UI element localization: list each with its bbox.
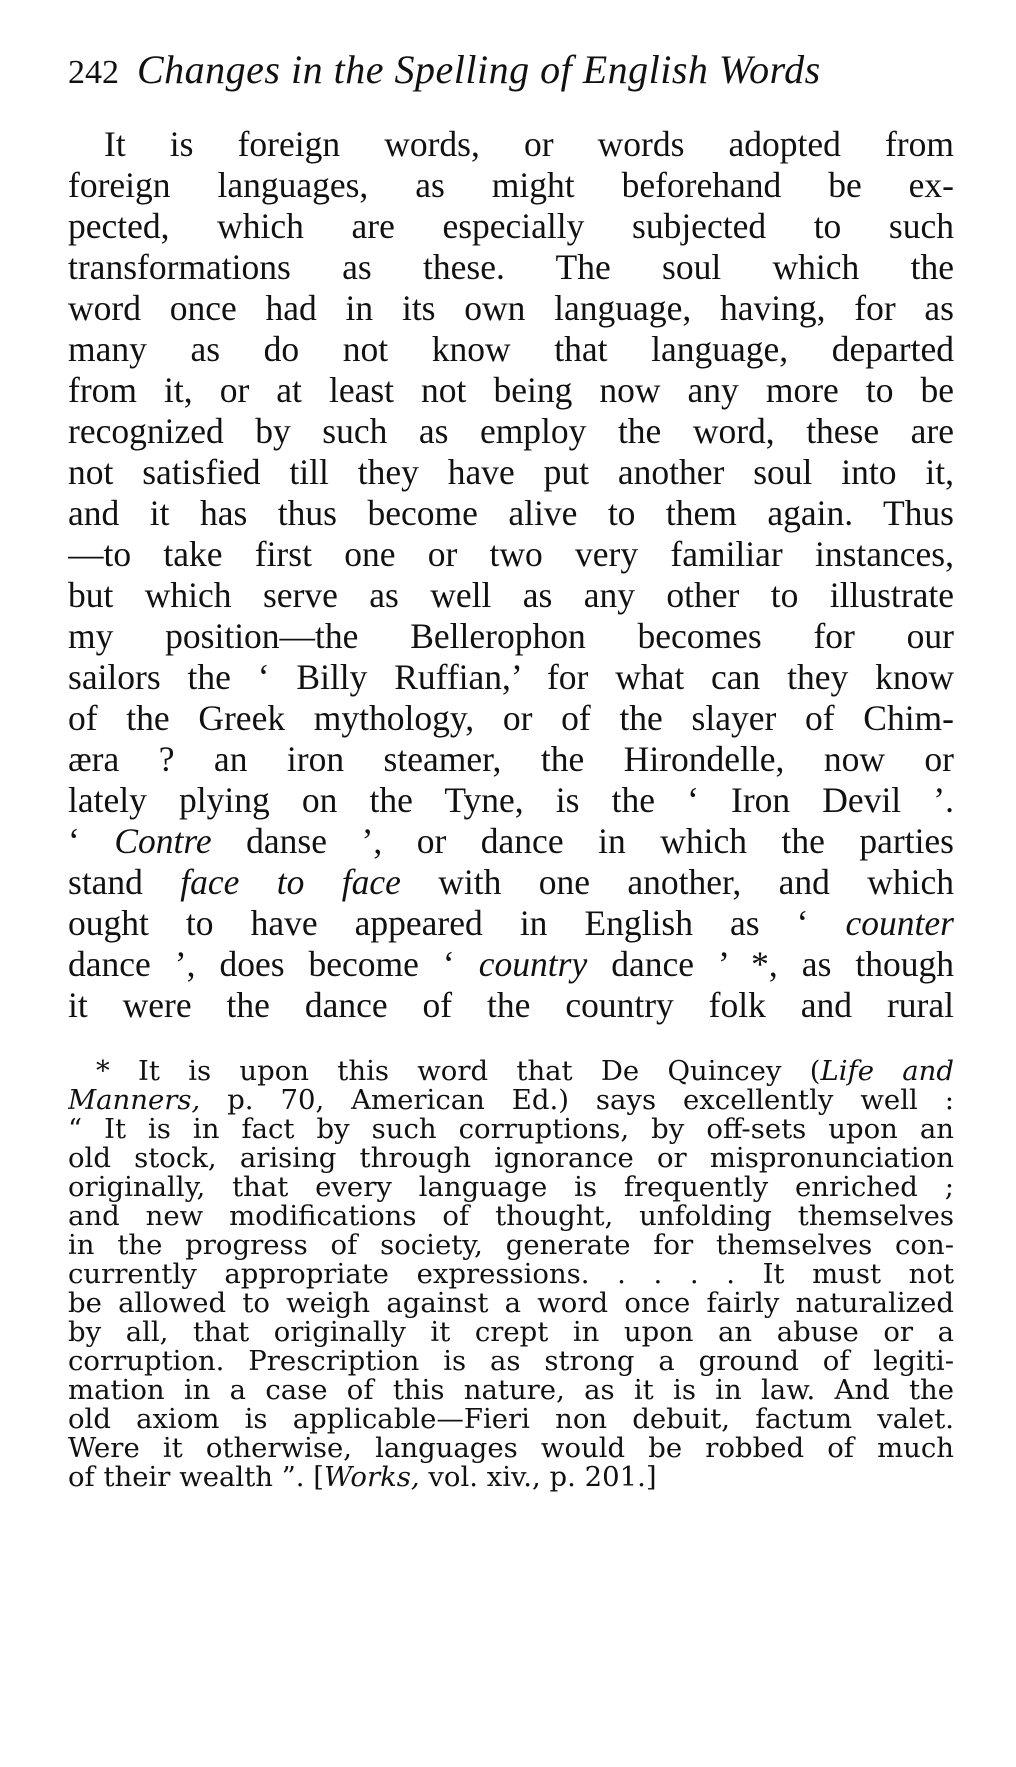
line-text: p. 70, American Ed.) says excellently well : [200, 1086, 954, 1115]
body-line: æra ? an iron steamer, the Hirondelle, now or [68, 739, 954, 779]
line-text: of their wealth ”. [ [68, 1463, 324, 1492]
footnote [68, 1057, 954, 1492]
body-line: transformations as these. The soul which the [68, 247, 954, 287]
body-line: It is foreign words, or words adopted from [104, 124, 954, 164]
line-text: ought to have appeared in English as ‘ [68, 903, 846, 943]
running-title: Changes in the Spelling of English Words [137, 47, 821, 92]
footnote-line: Were it otherwise, languages would be robbed of much [68, 1434, 954, 1463]
open-quote: ‘ [68, 821, 115, 861]
italic-title: Life and [820, 1057, 954, 1086]
footnote-line [68, 1463, 954, 1492]
footnote-line: and new modifications of thought, unfolding themselves [68, 1202, 954, 1231]
footnote-line: mation in a case of this nature, as it is in law. And the [68, 1376, 954, 1405]
body-line: sailors the ‘ Billy Ruffian,’ for what can they know [68, 657, 954, 697]
italic-title: Manners, [68, 1086, 201, 1115]
body-line: it were the dance of the country folk and rural [68, 985, 954, 1025]
body-line: not satisfied till they have put another soul into it, [68, 452, 954, 492]
footnote-line: by all, that originally it crept in upon an abuse or a [68, 1318, 954, 1347]
body-line: —to take first one or two very familiar instances, [68, 534, 954, 574]
line-text: dance ’, does become ‘ [68, 944, 479, 984]
body-line: and it has thus become alive to them again. Thus [68, 493, 954, 533]
body-line: many as do not know that language, departed [68, 329, 954, 369]
italic-term: country [478, 944, 588, 984]
line-text: * It is upon this word that De Quincey ( [96, 1057, 821, 1086]
italic-term: face to face [180, 862, 401, 902]
footnote-line: old stock, arising through ignorance or mispronunciation [68, 1144, 954, 1173]
footnote-line [68, 1086, 954, 1115]
body-line: word once had in its own language, having, for as [68, 288, 954, 328]
body-line [68, 862, 954, 903]
body-line: but which serve as well as any other to illustrate [68, 575, 954, 615]
body-line: my position—the Bellerophon becomes for our [68, 616, 954, 656]
line-text: danse ’, or dance in which the parties [211, 821, 954, 861]
footnote-line [68, 1057, 954, 1086]
italic-term: counter [845, 903, 954, 943]
line-text: stand [68, 862, 181, 902]
body-line [68, 944, 954, 985]
footnote-line: be allowed to weigh against a word once fairly naturalized [68, 1289, 954, 1318]
footnote-line: corruption. Prescription is as strong a ground of legiti- [68, 1347, 954, 1376]
line-text: with one another, and which [400, 862, 954, 902]
body-line [68, 821, 954, 862]
body-line: foreign languages, as might beforehand be ex- [68, 165, 954, 205]
footnote-line: old axiom is applicable—Fieri non debuit, factum valet. [68, 1405, 954, 1434]
footnote-line: currently appropriate expressions. . . . . It must not [68, 1260, 954, 1289]
footnote-line: “ It is in fact by such corruptions, by off-sets upon an [68, 1115, 954, 1144]
line-text: vol. xiv., p. 201.] [419, 1463, 657, 1492]
body-line [68, 903, 954, 944]
italic-title: Works, [323, 1463, 420, 1492]
running-head [68, 46, 956, 102]
footnote-line: originally, that every language is frequently enriched ; [68, 1173, 954, 1202]
italic-term: Contre [114, 821, 212, 861]
footnote-line: in the progress of society, generate for themselves con- [68, 1231, 954, 1260]
body-line: pected, which are especially subjected to such [68, 206, 954, 246]
body-line: of the Greek mythology, or of the slayer of Chim- [68, 698, 954, 738]
body-line: lately plying on the Tyne, is the ‘ Iron Devil ’. [68, 780, 954, 820]
body-text [68, 124, 954, 1026]
line-text: dance ’ *, as though [587, 944, 954, 984]
page-number: 242 [68, 54, 119, 91]
body-line: from it, or at least not being now any more to be [68, 370, 954, 410]
body-line: recognized by such as employ the word, these are [68, 411, 954, 451]
